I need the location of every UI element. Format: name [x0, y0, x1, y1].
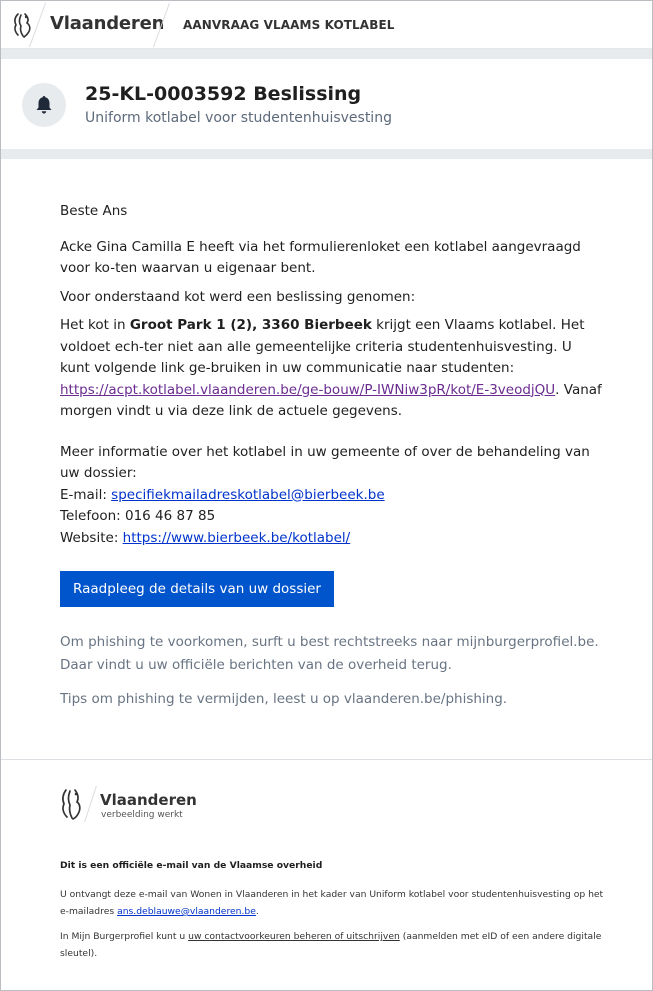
email-row: [60, 485, 605, 507]
phishing-paragraph: Om phishing te voorkomen, surft u best rechtstreeks naar mijnburgerprofiel.be. Daar vindt u uw officiële berichten van de overheid terug.: [60, 634, 599, 673]
text: Het kot in: [60, 317, 130, 333]
text: In Mijn Burgerprofiel kunt u: [60, 931, 189, 942]
official-notice: Dit is een officiële e-mail van de Vlaamse overheid: [60, 860, 323, 871]
logo-divider: [84, 786, 97, 822]
address: Groot Park 1 (2), 3360 Bierbeek: [129, 317, 372, 333]
phone-label: Telefoon:: [60, 508, 125, 524]
flemish-lion-icon: [12, 11, 34, 39]
website-link[interactable]: https://www.bierbeek.be/kotlabel/: [122, 529, 351, 546]
info-intro: Meer informatie over het kotlabel in uw gemeente of over de behandeling van uw dossier:: [60, 443, 590, 481]
phishing-tips: Tips om phishing te vermijden, leest u op vlaanderen.be/phishing.: [60, 691, 508, 707]
footer-paragraph-1: [60, 886, 610, 920]
spacer: [60, 430, 605, 442]
greeting: Beste Ans: [60, 203, 128, 219]
paragraph-request: Acke Gina Camilla E heeft via het formulierenloket een kotlabel aangevraagd voor ko-ten waarvan u eigenaar bent.: [60, 238, 581, 276]
page-title: 25-KL-0003592 Beslissing: [85, 83, 362, 105]
website-row: [60, 528, 605, 550]
text: (aanmelden met eID of een andere digitale sleutel).: [60, 931, 602, 959]
text: . Vanaf morgen vindt u via deze link de actuele gegevens.: [60, 381, 602, 419]
app-title: AANVRAAG VLAAMS KOTLABEL: [183, 18, 395, 32]
contact-info: [60, 442, 605, 550]
text: U ontvangt deze e-mail van Wonen in Vlaanderen in het kader van Uniform kotlabel voor studentenhuisvesting op het e-mailadres: [60, 889, 604, 917]
flemish-lion-icon: [60, 786, 84, 822]
phone-row: [60, 506, 605, 528]
footer-paragraph-2: [60, 928, 610, 962]
page-subtitle: Uniform kotlabel voor studentenhuisvesting: [85, 110, 392, 126]
text: krijgt een Vlaams kotlabel. Het voldoet ech-ter niet aan alle gemeentelijke criteria studentenhuisvesting. U kunt volgende link ge-bruiken in uw communicatie naar studenten:: [60, 317, 585, 376]
text: .: [255, 906, 259, 917]
view-dossier-button[interactable]: Raadpleeg de details van uw dossier: [60, 571, 334, 607]
recipient-email-link[interactable]: ans.deblauwe@vlaanderen.be: [117, 906, 256, 917]
message-body: [60, 201, 605, 549]
top-header: [1, 1, 652, 49]
title-block: [1, 59, 652, 149]
paragraph-decision-intro: Voor onderstaand kot werd een beslissing genomen:: [60, 288, 416, 305]
notification-badge: [22, 83, 66, 127]
phishing-notice: [60, 631, 610, 722]
website-label: Website:: [60, 529, 123, 546]
paragraph-decision: [60, 315, 605, 423]
spacer-band: [1, 49, 652, 59]
kot-link[interactable]: https://acpt.kotlabel.vlaanderen.be/ge-bouw/P-IWNiw3pR/kot/E-3veodjQU: [60, 381, 556, 398]
footer-divider: [1, 759, 652, 760]
email-label: E-mail:: [60, 486, 112, 503]
footer-slogan: verbeelding werkt: [101, 810, 183, 820]
email-link[interactable]: specifiekmailadreskotlabel@bierbeek.be: [111, 486, 385, 503]
bell-icon: [35, 95, 53, 115]
footer-text: [60, 857, 610, 970]
phone-value: 016 46 87 85: [124, 508, 216, 524]
contact-preferences-link[interactable]: uw contactvoorkeuren beheren of uitschrijven: [188, 931, 400, 942]
spacer-band: [1, 149, 652, 159]
footer-brand: Vlaanderen: [100, 791, 197, 809]
brand-name[interactable]: Vlaanderen: [50, 13, 165, 34]
